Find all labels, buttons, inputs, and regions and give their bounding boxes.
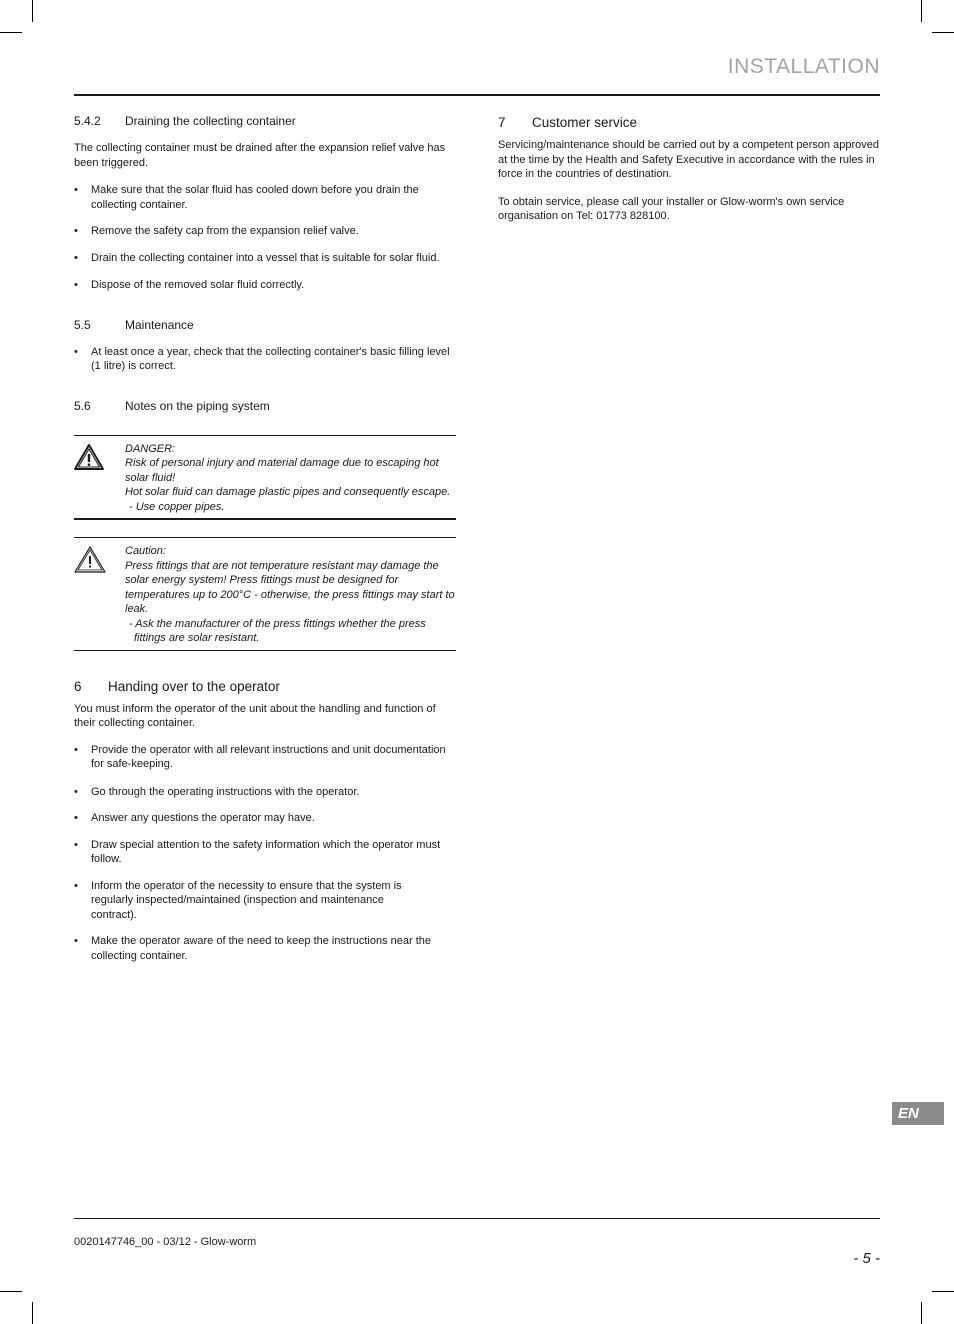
crop-mark <box>932 1291 954 1292</box>
section-number: 7 <box>498 115 506 130</box>
page-number: - 5 - <box>853 1250 880 1267</box>
crop-mark <box>0 32 22 33</box>
crop-mark <box>0 1291 22 1292</box>
list-item: • Draw special attention to the safety information which the operator must follow. <box>74 838 456 867</box>
danger-text <box>125 442 456 515</box>
warning-triangle-outline-icon <box>74 544 125 646</box>
section-number: 5.6 <box>74 398 91 413</box>
crop-mark <box>32 1302 33 1324</box>
right-column <box>498 114 880 224</box>
danger-action: - Use copper pipes. <box>129 500 225 513</box>
section-heading-5-5 <box>74 318 456 333</box>
section-heading-7 <box>498 114 880 131</box>
caution-action: - Ask the manufacturer of the press fittings whether the press fittings are solar resistant. <box>129 617 426 644</box>
bullet-list <box>74 743 456 964</box>
list-item: • Drain the collecting container into a vessel that is suitable for solar fluid. <box>74 251 456 266</box>
crop-mark <box>921 1302 922 1324</box>
list-item: • Dispose of the removed solar fluid correctly. <box>74 278 456 293</box>
paragraph: You must inform the operator of the unit about the handling and function of their collecting container. <box>74 702 436 729</box>
list-item: • Go through the operating instructions with the operator. <box>74 785 456 800</box>
section-title: Handing over to the operator <box>108 678 280 694</box>
list-item: • Provide the operator with all relevant instructions and unit documentation for safe-keeping. <box>74 743 456 772</box>
list-item: • Answer any questions the operator may have. <box>74 811 456 826</box>
section-title: Notes on the piping system <box>125 398 270 413</box>
bullet-list <box>74 345 456 374</box>
section-title: Draining the collecting container <box>125 114 296 128</box>
caution-label: Caution: <box>125 545 166 557</box>
language-tab: EN <box>892 1102 944 1125</box>
paragraph: Servicing/maintenance should be carried out by a competent person approved at the time by the Health and Safety Executive in accordance with the rules in force in the countries of destination. <box>498 139 879 180</box>
list-item: • Inform the operator of the necessity to ensure that the system is regularly inspected/maintained (inspection and maintenance contract). <box>74 879 456 923</box>
section-title: Maintenance <box>125 317 194 332</box>
section-number: 5.5 <box>74 317 91 332</box>
crop-mark <box>32 0 33 22</box>
danger-body: Hot solar fluid can damage plastic pipes and consequently escape. <box>125 486 451 498</box>
footer-rule <box>74 1218 880 1219</box>
paragraph: To obtain service, please call your installer or Glow-worm's own service organisation on Tel: 01773 828100. <box>498 195 845 222</box>
caution-body: Press fittings that are not temperature resistant may damage the solar energy system! Press fittings must be designed for temperatures up to 200°C - otherwise, the press fittings may start to leak. <box>125 559 455 615</box>
section-title: Customer service <box>532 115 638 130</box>
crop-mark <box>932 32 954 33</box>
caution-notice <box>74 537 456 651</box>
danger-headline: Risk of personal injury and material damage due to escaping hot solar fluid! <box>125 457 439 484</box>
section-number: 6 <box>74 678 82 694</box>
danger-label: DANGER: <box>125 442 176 455</box>
list-item: • Make the operator aware of the need to keep the instructions near the collecting container. <box>74 934 456 963</box>
document-reference: 0020147746_00 - 03/12 - Glow-worm <box>74 1236 257 1248</box>
list-item: • Make sure that the solar fluid has cooled down before you drain the collecting container. <box>74 183 456 212</box>
list-item: • At least once a year, check that the collecting container's basic filling level (1 litre) is correct. <box>74 345 456 374</box>
danger-notice <box>74 435 456 521</box>
section-heading-5-4-2 <box>74 114 456 129</box>
paragraph: The collecting container must be drained after the expansion relief valve has been triggered. <box>74 142 446 169</box>
section-heading-6 <box>74 678 456 695</box>
page-header-title: INSTALLATION <box>727 55 880 78</box>
section-heading-5-6 <box>74 399 456 414</box>
section-number: 5.4.2 <box>74 114 101 128</box>
crop-mark <box>921 0 922 22</box>
caution-text <box>125 544 456 646</box>
bullet-list <box>74 183 456 293</box>
warning-triangle-icon <box>74 442 125 515</box>
left-column <box>74 114 456 963</box>
header-rule <box>74 94 880 96</box>
list-item: • Remove the safety cap from the expansion relief valve. <box>74 224 456 239</box>
